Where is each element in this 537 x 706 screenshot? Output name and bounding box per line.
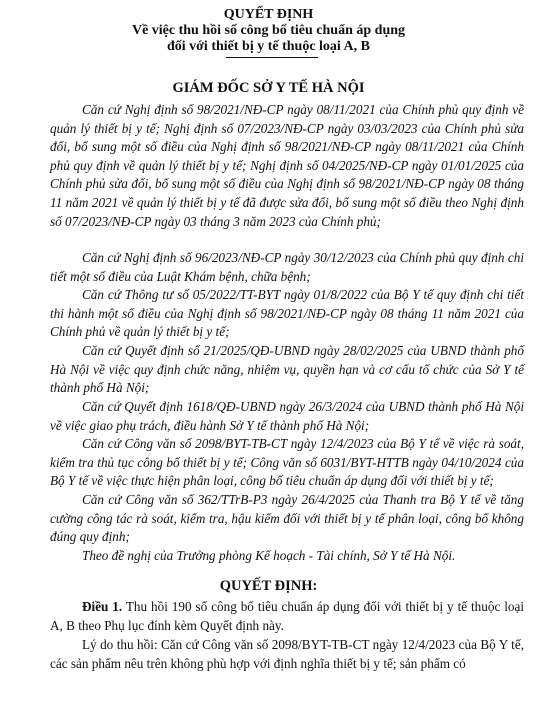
issuing-authority: GIÁM ĐỐC SỞ Y TẾ HÀ NỘI bbox=[172, 80, 365, 96]
article-1 bbox=[50, 598, 524, 635]
preamble-item-7: Căn cứ Công văn số 362/TTrB-P3 ngày 26/4/2025 của Thanh tra Bộ Y tế về tăng cường công tác rà soát, kiểm tra, hậu kiểm đối với thiết bị y tế phân loại, công bố không đúng quy định; bbox=[50, 492, 524, 545]
decision-subject-line-1: Về việc thu hồi số công bố tiêu chuẩn áp dụng bbox=[131, 23, 406, 38]
preamble-item-8: Theo đề nghị của Trưởng phòng Kế hoạch - Tài chính, Sở Y tế Hà Nội. bbox=[82, 548, 456, 563]
decision-subject-line-2: đối với thiết bị y tế thuộc loại A, B bbox=[167, 39, 370, 54]
article-1-text: Thu hồi 190 số công bố tiêu chuẩn áp dụng đối với thiết bị y tế thuộc loại A, B theo Phụ lục đính kèm Quyết định này. bbox=[50, 599, 524, 633]
article-1-label: Điều 1. bbox=[82, 599, 123, 614]
preamble-item-2: Căn cứ Nghị định số 96/2023/NĐ-CP ngày 30/12/2023 của Chính phủ quy định chi tiết một số điều của Luật Khám bệnh, chữa bệnh; bbox=[50, 250, 524, 284]
preamble-item-6: Căn cứ Công văn số 2098/BYT-TB-CT ngày 12/4/2023 của Bộ Y tế về việc rà soát, kiểm tra thủ tục công bố thiết bị y tế; Công văn số 6031/BYT-HTTB ngày 04/10/2024 của Bộ Y tế về việc thực hiện phân loại, công bố tiêu chuẩn áp dụng đối với thiết bị y tế; bbox=[50, 436, 524, 489]
preamble-item-1: Căn cứ Nghị định số 98/2021/NĐ-CP ngày 08/11/2021 của Chính phủ quy định về quản lý thiết bị y tế; Nghị định số 07/2023/NĐ-CP ngày 03/03/2023 của Chính phủ sửa đổi, bổ sung một số điều của Nghị định số 98/2021/NĐ-CP ngày 08/11/2021 của Chính phủ quy định về quản lý thiết bị y tế; Nghị định số 04/2025/NĐ-CP ngày 01/01/2025 của Chính phủ sửa đổi, bổ sung một số điều của Nghị định số 98/2021/NĐ-CP ngày 08 tháng 11 năm 2021 về quản lý thiết bị y tế đã được sửa đổi, bổ sung một số điều theo Nghị định số 07/2023/NĐ-CP ngày 03 tháng 3 năm 2023 của Chính phủ; bbox=[50, 102, 524, 229]
decision-title: QUYẾT ĐỊNH bbox=[223, 7, 314, 22]
preamble-item-5: Căn cứ Quyết định 1618/QĐ-UBND ngày 26/3/2024 của UBND thành phố Hà Nội về việc giao phụ trách, điều hành Sở Y tế thành phố Hà Nội; bbox=[50, 399, 524, 433]
decision-heading: QUYẾT ĐỊNH: bbox=[219, 578, 318, 594]
preamble-item-3: Căn cứ Thông tư số 05/2022/TT-BYT ngày 01/8/2022 của Bộ Y tế quy định chi tiết thi hành một số điều của Nghị định số 98/2021/NĐ-CP ngày 08 tháng 11 năm 2021 của Chính phủ về quản lý thiết bị y tế; bbox=[50, 287, 524, 340]
title-underline bbox=[226, 57, 318, 58]
article-1-reason: Lý do thu hồi: Căn cứ Công văn số 2098/BYT-TB-CT ngày 12/4/2023 của Bộ Y tế, các sản phẩm nêu trên không phù hợp với định nghĩa thiết bị y tế; sản phẩm có bbox=[50, 637, 524, 671]
preamble-item-4: Căn cứ Quyết định số 21/2025/QĐ-UBND ngày 28/02/2025 của UBND thành phố Hà Nội về việc quy định chức năng, nhiệm vụ, quyền hạn và cơ cấu tổ chức của Sở Y tế thành phố Hà Nội; bbox=[50, 343, 524, 396]
